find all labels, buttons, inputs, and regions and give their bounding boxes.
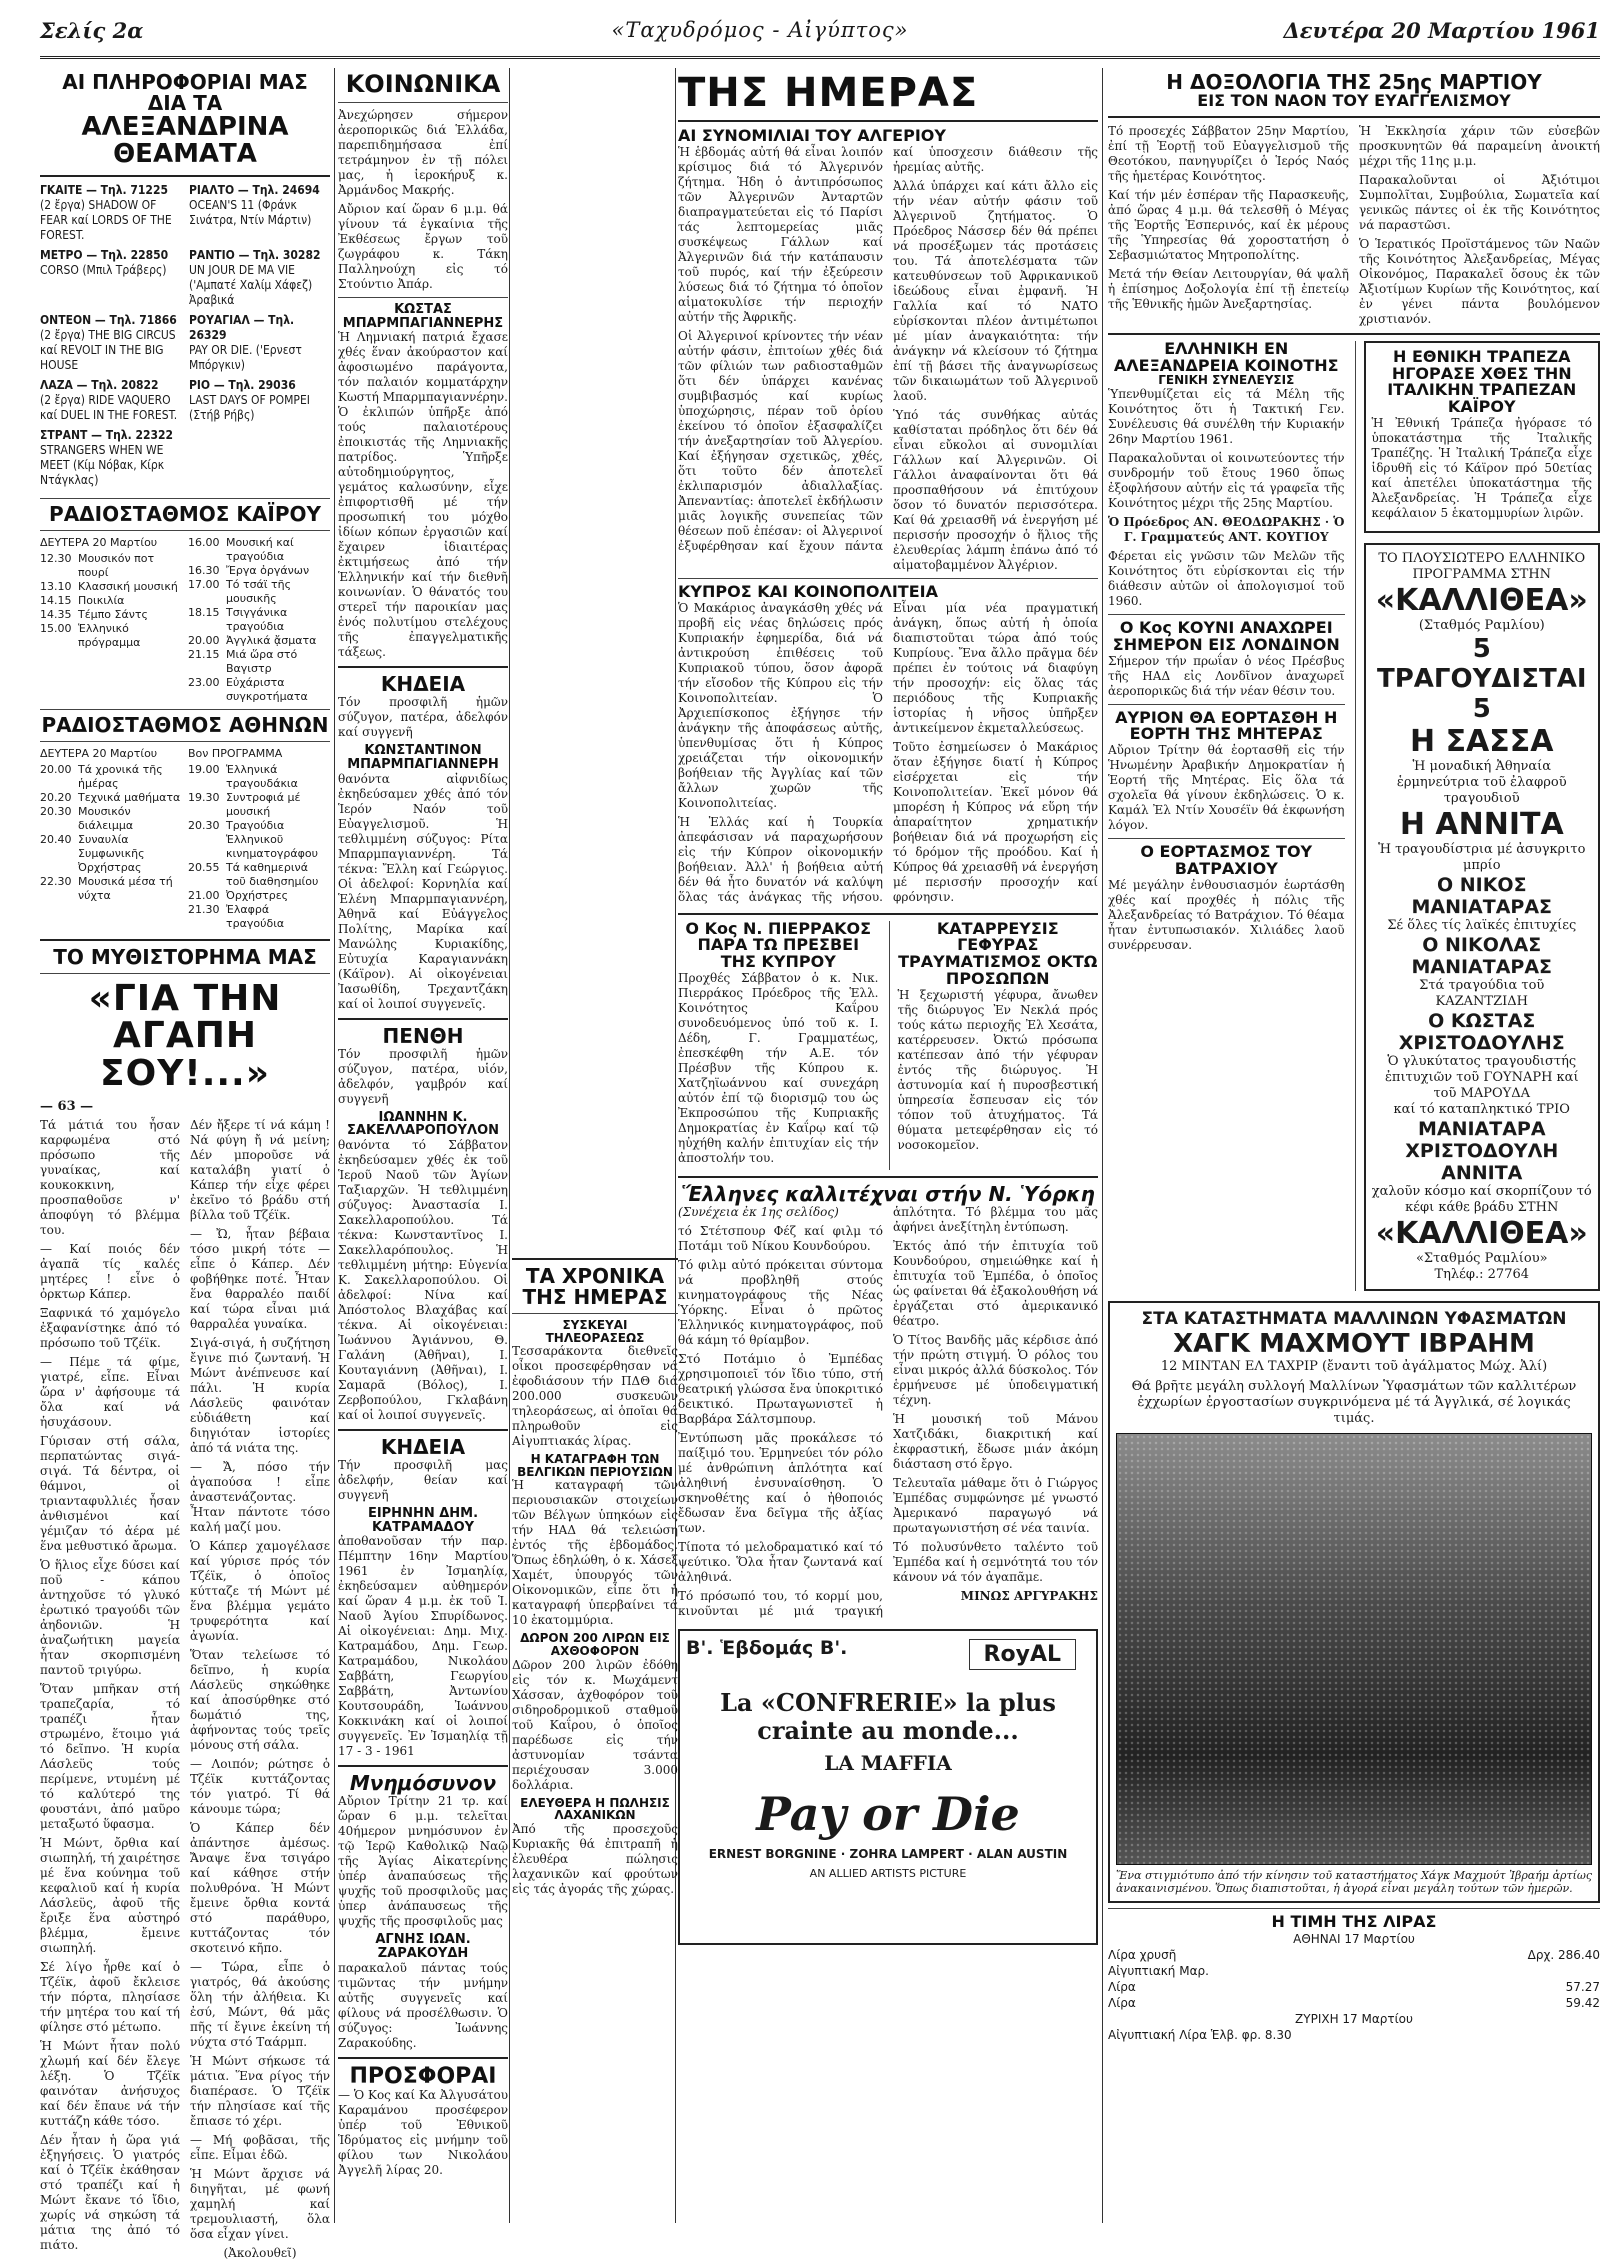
film-tagline: La «CONFRERIE» la plus crainte au monde... [686, 1689, 1090, 1745]
film-studio: AN ALLIED ARTISTS PICTURE [686, 1867, 1090, 1880]
chronicle-sub: ΣΥΣΚΕΥΑΙ ΤΗΛΕΟΡΑΣΕΩΣ [512, 1319, 678, 1344]
funeral-title: ΚΗΔΕΙΑ [338, 674, 508, 695]
article-heading: Ἕλληνες καλλιτέχναι στήν Ν. Ὑόρκη [678, 1184, 1098, 1205]
issue-date: Δευτέρα 20 Μαρτίου 1961 [1190, 18, 1600, 43]
cinema-entry: ΜΕΤΡΟ — Τηλ. 22850 CORSO (Μπιλ Τράβερς) [40, 248, 181, 308]
novel-heading: ΤΟ ΜΥΘΙΣΤΟΡΗΜΑ ΜΑΣ [40, 947, 330, 968]
program-row: 20.20 Τεχνικά μαθήματα [40, 791, 182, 805]
doxology-subtitle: ΕΙΣ ΤΟΝ ΝΑΟΝ ΤΟΥ ΕΥΑΓΓΕΛΙΣΜΟΥ [1108, 93, 1600, 110]
film-logo: Pay or Die [686, 1787, 1090, 1841]
radio-athens-schedule [40, 747, 330, 931]
article-signature: ΜΙΝΩΣ ΑΡΓΥΡΑΚΗΣ [893, 1589, 1098, 1604]
cinema-heading-1: ΑΙ ΠΛΗΡΟΦΟΡΙΑΙ ΜΑΣ ΔΙΑ ΤΑ [40, 72, 330, 114]
novel-part: — 63 — [40, 1099, 330, 1114]
program-row: 21.15 Μιά ὥρα στό Βαγιστρ [188, 648, 330, 676]
program-row: 19.00 Ἑλληνικά τραγουδάκια [188, 763, 330, 791]
article-heading: ΑΙ ΣΥΝΟΜΙΛΙΑΙ ΤΟΥ ΑΛΓΕΡΙΟΥ [678, 128, 1098, 145]
obituary-name: ΚΩΣΤΑΣ ΜΠΑΡΜΠΑΓΙΑΝΝΕΡΗΣ [338, 303, 508, 330]
column-entertainment [40, 72, 330, 2222]
radio-cairo-title: ΡΑΔΙΟΣΤΑΘΜΟΣ ΚΑΪΡΟΥ [40, 504, 330, 525]
program-row: 13.10 Κλασσική μουσική [40, 580, 182, 594]
program-row: 14.15 Ποικιλία [40, 594, 182, 608]
festival-title: Ο ΕΟΡΤΑΣΜΟΣ ΤΟΥ ΒΑΤΡΑΧΙΟΥ [1108, 844, 1345, 878]
masthead [40, 14, 1600, 54]
ibrahim-store-ad: ΣΤΑ ΚΑΤΑΣΤΗΜΑΤΑ ΜΑΛΛΙΝΩΝ ΥΦΑΣΜΑΤΩΝ ΧΑΓΚ ΜΑΧΜΟΥΤ ΙΒΡΑΗΜ 12 ΜΙΝΤΑΝ ΕΛ ΤΑΧΡΙΡ (ἔναντι τοῦ ἀγάλματος Μώχ. Ἀλί) Θά βρῆτε μεγάλη συλλογή Μαλλίνων Ὑφασμάτων τῶν καλλιτέρων ἐχχωρίων ἐργοστασίων συγκρινόμενα μέ τά Ἀγγλικά, σέ λογικάς τιμάς. Ἕνα στιγμιότυπο ἀπό τήν κίνησιν τοῦ καταστήματος Χάγκ Μαχμούτ Ἰβραήμ ἀρτίως ἀνακαινισμένου. Ὅπως διαπιστοῦται, ἡ ἀγορά εἶναι μεγάλη τούτων τῶν ἡμερῶν. [1108, 1301, 1600, 1903]
chronicle-sub: ΔΩΡΟΝ 200 ΛΙΡΩΝ ΕΙΣ ΑΧΘΟΦΟΡΟΝ [512, 1632, 678, 1657]
program-row: 18.15 Τσιγγάνικα τραγούδια [188, 606, 330, 634]
lira-title: Η ΤΙΜΗ ΤΗΣ ΛΙΡΑΣ [1108, 1914, 1600, 1931]
cinema-entry: ΣΤΡΑΝΤ — Τηλ. 22322 STRANGERS WHEN WE MEET (Κίμ Νόβακ, Κίρκ Ντάγκλας) [40, 428, 181, 488]
chronicle-sub: Η ΚΑΤΑΓΡΑΦΗ ΤΩΝ ΒΕΛΓΙΚΩΝ ΠΕΡΙΟΥΣΙΩΝ [512, 1453, 678, 1478]
royal-cinema-ad [678, 1629, 1098, 1945]
mourning-title: ΠΕΝΘΗ [338, 1026, 508, 1047]
program-row: 21.00 Ὀρχήστρες [188, 889, 330, 903]
film-title: LA MAFFIA [686, 1749, 1090, 1777]
radio-sub: Βον ΠΡΟΓΡΑΜΜΑ [188, 747, 330, 761]
program-row: 21.30 Ἐλαφρά τραγούδια [188, 903, 330, 931]
column-chronicle: ΤΑ ΧΡΟΝΙΚΑ ΤΗΣ ΗΜΕΡΑΣ ΣΥΣΚΕΥΑΙ ΤΗΛΕΟΡΑΣΕΩΣ Τεσσαράκοντα διεθνεῖς οἶκοι προσεφέρθησαν νά ἐφοδιάσουν τήν ΠΔΘ διά 200.000 συσκευῶν τηλεοράσεως, αἱ ὁποῖαι θά πληρωθοῦν εἰς Αἰγυπτιακάς λίρας. Η ΚΑΤΑΓΡΑΦΗ ΤΩΝ ΒΕΛΓΙΚΩΝ ΠΕΡΙΟΥΣΙΩΝ Ἡ καταγραφή τῶν περιουσιακῶν στοιχείων τῶν Βέλγων ὑπηκόων εἰς τήν ΗΑΔ θά τελειώση ἐντός τῆς ἑβδομάδος. Ὅπως ἐδηλώθη, ὁ κ. Χάσεξ Χαμέτ, ὑπουργός τῶν Οἰκονομικῶν, εἶπε ὅτι ἡ καταγραφή ὑπερβαίνει τά 10 ἑκατομμύρια. ΔΩΡΟΝ 200 ΛΙΡΩΝ ΕΙΣ ΑΧΘΟΦΟΡΟΝ Δῶρον 200 λιρῶν ἐδόθη εἰς τόν κ. Μωχάμεντ Χάσσαν, ἀχθοφόρον τοῦ σιδηροδρομικοῦ σταθμοῦ τοῦ Καΐρου, ὁ ὁποῖος παρέδωσε εἰς τήν ἀστυνομίαν τσάντα περιέχουσαν 3.000 δολλάρια. ΕΛΕΥΘΕΡΑ Η ΠΩΛΗΣΙΣ ΛΑΧΑΝΙΚΩΝ Ἀπό τῆς προσεχοῦς Κυριακῆς θά ἐπιτραπῆ ἡ ἐλευθέρα πώλησις λαχανικῶν καί φρούτων εἰς τάς ἀγοράς τῆς χώρας. [512, 72, 678, 2222]
community-sub: ΓΕΝΙΚΗ ΣΥΝΕΛΕΥΣΙΣ [1108, 374, 1345, 387]
kallithea-ad: ΤΟ ΠΛΟΥΣΙΩΤΕΡΟ ΕΛΛΗΝΙΚΟ ΠΡΟΓΡΑΜΜΑ ΣΤΗΝ «ΚΑΛΛΙΘΕΑ» (Σταθμός Ραμλίου) 5 ΤΡΑΓΟΥΔΙΣΤΑΙ 5 Η ΣΑΣΣΑ Ἡ μοναδική Ἀθηναία ἑρμηνεύτρια τοῦ ἐλαφροῦ τραγουδιοῦ Η ΑΝΝΙΤΑ Ἡ τραγουδίστρια μέ ἀσυγκριτο μπρίο Ο ΝΙΚΟΣ ΜΑΝΙΑΤΑΡΑΣ Σέ ὅλες τίς λαϊκές ἐπιτυχίες Ο ΝΙΚΟΛΑΣ ΜΑΝΙΑΤΑΡΑΣ Στά τραγούδια τοῦ ΚΑΖΑΝΤΖΙΔΗ Ο ΚΩΣΤΑΣ ΧΡΙΣΤΟΔΟΥΛΗΣ Ὁ γλυκύτατος τραγουδιστής ἐπιτυχιῶν τοῦ ΓΟΥΝΑΡΗ καί τοῦ ΜΑΡΟΥΔΑ καί τό καταπληκτικό ΤΡΙΟ ΜΑΝΙΑΤΑΡΑ ΧΡΙΣΤΟΔΟΥΛΗ ΑΝΝΙΤΑ χαλοῦν κόσμο καί σκορπίζουν τό κέφι κάθε βράδυ ΣΤΗΝ «ΚΑΛΛΙΘΕΑ» «Σταθμός Ραμλίου» Τηλέφ.: 27764 [1364, 543, 1600, 1291]
funeral-name-2: ΕΙΡΗΝΗΝ ΔΗΜ. ΚΑΤΡΑΜΑΔΟΥ [338, 1507, 508, 1534]
column-of-the-day [678, 72, 1098, 2222]
chronicle-title: ΤΑ ΧΡΟΝΙΚΑ ΤΗΣ ΗΜΕΡΑΣ [512, 1266, 678, 1308]
cinema-entry: ΡΑΝΤΙΟ — Τηλ. 30282 UN JOUR DE MA VIE ('Αμπατέ Χαλίμ Χάφεζ) Ἀραβικά [189, 248, 330, 308]
memorial-name: ΑΓΝΗΣ ΙΩΑΝ. ΖΑΡΑΚΟΥΔΗ [338, 1933, 508, 1960]
column-divider [1102, 68, 1103, 2223]
radio-cairo-schedule [40, 536, 330, 704]
program-row: 22.30 Μουσικά μέσα τή νύχτα [40, 875, 182, 903]
novel-continued: (Ἀκολουθεῖ) [190, 2246, 330, 2261]
memorial-title: Μνημόσυνον [338, 1773, 508, 1794]
mothers-day-title: ΑΥΡΙΟΝ ΘΑ ΕΟΡΤΑΣΘΗ Η ΕΟΡΤΗ ΤΗΣ ΜΗΤΕΡΑΣ [1108, 710, 1345, 744]
funeral-title-2: ΚΗΔΕΙΑ [338, 1437, 508, 1458]
radio-athens-title: ΡΑΔΙΟΣΤΑΘΜΟΣ ΑΘΗΝΩΝ [40, 715, 330, 736]
rate-row: Λίρα χρυσῆ Δρχ. 286.40 [1108, 1947, 1600, 1963]
program-row: 12.30 Μουσικόν ποτ πουρί [40, 552, 182, 580]
cinema-entry: ΓΚΑΙΤΕ — Τηλ. 71225 (2 ἔργα) SHADOW OF FEAR καί LORDS OF THE FOREST. [40, 183, 181, 243]
rate-row: Λίρα 57.27 [1108, 1979, 1600, 1995]
cinema-entry: ΟΝΤΕΟΝ — Τηλ. 71866 (2 ἔργα) THE BIG CIRCUS καί REVOLT IN THE BIG HOUSE [40, 313, 181, 373]
pierrakos-article: Ο Κος Ν. ΠΙΕΡΡΑΚΟΣ ΠΑΡΑ ΤΩ ΠΡΕΣΒΕΙ ΤΗΣ ΚΥΠΡΟΥ Προχθές Σάββατον ὁ κ. Νικ. Πιερράκος Πρόεδρος τῆς Ἑλλ. Κοινότητος Καΐρου συνοδευόμενος ὑπό τοῦ κ. Ι. Δέδη, Γ. Γραμματέως, ἐπεσκέφθη τήν Α.Ε. τόν Πρέσβυν τῆς Κύπρου κ. Χατζηϊωάννου καί συνεχάρη αὐτόν ἐπί τῷ διορισμῷ του ὡς Ἐκπροσώπου τῆς Κυπριακῆς Δημοκρατίας ἐν Καΐρῳ καί τῷ ηὐχήθη καλήν ἐπιτυχίαν εἰς τήν ἀποστολήν του. [678, 921, 879, 1170]
bridge-article: ΚΑΤΑΡΡΕΥΣΙΣ ΓΕΦΥΡΑΣ ΤΡΑΥΜΑΤΙΣΜΟΣ ΟΚΤΩ ΠΡΟΣΩΠΩΝ Ἡ ξεχωριστή γέφυρα, ἄνωθεν τῆς διώρυγος Ἐν Νεκλά πρός τούς κάτω περιοχῆς Ἐλ Χεσάτα, κατέρρευσεν. Ὀκτώ πρόσωπα κατέπεσαν ἀπό τήν γέφυραν ἐντός τῆς διώρυγος. Ἡ ἀστυνομία καί ἡ πυροσβεστική ὑπηρεσία ἔσπευσαν εἰς τόν τόπον τοῦ ἀτυχήματος. Τά θύματα μετεφέρθησαν εἰς τό νοσοκομεῖον. [889, 921, 1099, 1170]
column-social: ΚΟΙΝΩΝΙΚΑ Ἀνεχώρησεν σήμερον ἀεροπορικῶς διά Ἑλλάδα, παρεπιδημήσασα ἐπί τετράμηνον ἐν τῇ πόλει μας, ἡ ἱεροκήρυξ κ. Ἀρμάνδος Μακρής. Αὔριον καί ὥραν 6 μ.μ. θά γίνουν τά ἐγκαίνια τῆς Ἐκθέσεως ἔργων τοῦ ζωγράφου κ. Τάκη Παλληνούχη εἰς τό Στούντιο Ἀπάρ. ΚΩΣΤΑΣ ΜΠΑΡΜΠΑΓΙΑΝΝΕΡΗΣ Ἡ Λημνιακή πατριά ἔχασε χθές ἕναν ἀκούραστον καί ἀφοσιωμένο παράγοντα, τόν παλαιόν κομματάρχην Κωστή Μπαρμπαγιαννέρην. Ὁ ἐκλιπών ὑπῆρξε ἀπό τούς παλαιοτέρους ἐποικιστάς τῆς Λημνιακῆς πατρίδος. Ὑπῆρξε αὐτοδημιούργητος, γεμάτος καλωσύνην, εἶχε ἐπιφορτισθῆ μέ τήν προσωπική του μόχθο ἰδίων κόπων ἐργασιῶν καί ἔχαιρεν ἰδιαιτέρας ἐκτιμήσεως ἀπό τήν Ἑλληνικήν καί τήν διεθνῆ κοινωνίαν. Ὁ θάνατός του στερεῖ τήν παροικίαν μας ἑνός πολυτίμου στελέχους τῆς ἐπαγγελματικῆς τάξεως. ΚΗΔΕΙΑ Τόν προσφιλῆ ἡμῶν σύζυγον, πατέρα, ἀδελφόν καί συγγενῆ ΚΩΝΣΤΑΝΤΙΝΟΝ ΜΠΑΡΜΠΑΓΙΑΝΝΕΡΗ θανόντα αἰφνιδίως ἐκηδεύσαμεν χθές ἀπό τόν Ἱερόν Ναόν τοῦ Εὐαγγελισμοῦ. Ἡ τεθλιμμένη σύζυγος: Ρίτα Μπαρμπαγιαννέρη. Τά τέκνα: Ἔλλη καί Γεώργιος. Οἱ ἀδελφοί: Κορνηλία καί Ἑλένη Μπαρμπαγιαννέρη, Ἀθηνᾶ καί Εὐάγγελος Πολίτης, Μαρίκα καί Μανώλης Κυριακίδης, Εὐτυχία Καραγιαννάκη (Κάϊρον). Αἱ οἰκογένειαι Ἰασωθίδη, Τρεχαντζάκη καί οἱ λοιποί συγγενεῖς. ΠΕΝΘΗ Τόν προσφιλῆ ἡμῶν σύζυγον, πατέρα, υἱόν, ἀδελφόν, γαμβρόν καί συγγενῆ ΙΩΑΝΝΗΝ Κ. ΣΑΚΕΛΛΑΡΟΠΟΥΛΟΝ θανόντα τό Σάββατον ἐκηδεύσαμεν χθές ἐκ τοῦ Ἱεροῦ Ναοῦ τῶν Ἁγίων Ταξιαρχῶν. Ἡ τεθλιμμένη σύζυγος: Ἀναστασία Ι. Σακελλαροπούλου. Τά τέκνα: Κωνσταντῖνος Ι. Σακελλαρόπουλος. Ἡ τεθλιμμένη μήτηρ: Εὐγενία Κ. Σακελλαροπούλου. Οἱ ἀδελφοί: Νίνα καί Ἀπόστολος Βλαχάβας καί τέκνα. Αἱ οἰκογένειαι: Ἰωάννου Ἁγιάννου, Θ. Γαλάνη (Ἀθῆναι), Ι. Κουταγιάννη (Ἀθῆναι), Ι. Σαμαρᾶ (Βόλος), Ι. Ζερβοπούλου, Γκλαβάνη καί οἱ λοιποί συγγενεῖς. ΚΗΔΕΙΑ Τήν προσφιλῆ μας ἀδελφήν, θείαν καί συγγενῆ ΕΙΡΗΝΗΝ ΔΗΜ. ΚΑΤΡΑΜΑΔΟΥ ἀποθανοῦσαν τήν παρ. Πέμπτην 16ην Μαρτίου 1961 ἐν Ἰσμαηλίᾳ, ἐκηδεύσαμεν αὐθημερόν καί ὥραν 4 μ.μ. ἐκ τοῦ Ἱ. Ναοῦ Ἁγίου Σπυρίδωνος. Αἱ οἰκογένειαι: Δημ. Μιχ. Κατραμάδου, Δημ. Γεωρ. Κατραμάδου, Νικολάου Σαββάτη, Γεωργίου Σαββάτη, Ἀντωνίου Κουτσουράδη, Ἰωάννου Κοκκινάκη καί οἱ λοιποί συγγενεῖς. Ἐν Ἰσμαηλίᾳ τῇ 17 - 3 - 1961 Μνημόσυνον Αὔριον Τρίτην 21 τρ. καί ὥραν 6 μ.μ. τελεῖται 40ήμερον μνημόσυνον ἐν τῷ Ἱερῷ Καθολικῷ Ναῷ τῆς Ἁγίας Αἰκατερίνης ὑπέρ ἀναπαύσεως τῆς ψυχῆς τοῦ προσφιλοῦς μας ὑπερ ἀνάπαυσεως τῆς ψυχῆς τῆς προσφιλοῦς μας ΑΓΝΗΣ ΙΩΑΝ. ΖΑΡΑΚΟΥΔΗ παρακαλοῦ πάντας τούς τιμῶντας τήν μνήμην αὐτῆς συγγενεῖς καί φίλους νά προσέλθωσιν. Ὁ σύζυγος: Ἰωάννης Ζαρακούδης. ΠΡΟΣΦΟΡΑΙ — Ὁ Κος καί Κα Ἀλγυσάτου Καραμάνου προσέφερον ὑπέρ τοῦ Ἐθνικοῦ Ἱδρύματος εἰς μνήμην τοῦ φίλου των Νικολάου Ἀγγελῆ λίρας 20. [338, 72, 508, 2222]
algeria-article: Ἡ ἑβδομάς αὐτή θά εἶναι λοιπόν κρίσιμος διά τό Ἀλγερινόν ζήτημα. Ἡδη ὁ ἀντιπρόσωπος τῶν Ἀλγερινῶν Ἀνταρτῶν διαπραγματεύεται εἰς τό Παρίσι τάς λεπτομερείας μιᾶς συσκέψεως Γάλλων καί Ἀλγερινῶν διά τήν κατάπαυσιν τοῦ πυρός, καί τήν ἐξεύρεσιν λύσεως διά τό ζήτημα τό ὁποῖον αἱματοκυλίσε τήν περιοχήν αὐτήν τῆς Ἀφρικῆς. Οἱ Ἀλγερινοί κρίνοντες τήν νέαν αὐτήν φάσιν, ἐπιτοίων χθές διά τῶν φίλιών των ραδιοσταθμῶν ὅτι δέν ὑπάρχει κανένας συμβιβασμός καί κυρίως ὑποχώρησις, πέραν τοῦ ὁρίου ἐκείνου τό ὁποῖον ἐξασφαλίζει τήν ἀνεξαρτησίαν τοῦ Ἀλγερίου. Καί ἐξήγησαν σχετικῶς, χθές, ὅτι τοῦτο δέν ἀποτελεῖ ἐκλιπαρισμόν ἀδιαλλαξίας. Ἀπεναντίας: ἀποτελεῖ ἐκδήλωσιν μιᾶς λογικῆς συνεπείας τῶν θέσεων ποῦ ἐπέσαν: οἱ Ἀλγερινοί ἐξυφέρθησαν καί ἔχουν πάντα καί ὑποσχεσιν διάθεσιν τῆς ἡρεμίας αὐτῆς. Ἀλλά ὑπάρχει καί κάτι ἄλλο εἰς τήν νέαν αὐτήν φάσιν τοῦ Ἀλγερινοῦ ζητήματος. Ὁ Πρόεδρος Νάσσερ δέν θά πρέπει νά προσέξωμεν τάς προτάσεις του. Τά ἀποτελέσματα τῶν κατευθύνσεων τοῦ Ἀφρικανικοῦ ἰδεώδους εἶναι ἐμφανῆ. Ἡ Γαλλία καί τό ΝΑΤΟ εὑρίσκονται πλέον ἀντιμέτωποι μέ μίαν ἀναγκαιότητα: τήν ἀνάγκην νά κλείσουν τό ζήτημα ἐπί τῇ βάσει τῆς ἀναγνωρίσεως τῶν δικαιωμάτων τοῦ Ἀλγερινοῦ λαοῦ. Ὑπό τάς συνθήκας αὐτάς καθίσταται πρόδηλος ὅτι δέν θά εἶναι εὔκολοι αἱ συνομιλίαι Γάλλων καί Ἀλγερινῶν. Οἱ Γάλλοι ἀναφαίνονται ὅτι θά προσπαθήσουν νά ἐπιτύχουν ὅσον τό δυνατόν περισσότερα. Καί θά χρειασθῆ νά ἐνεργήση μέ περισσήν προσοχήν ὁ ἥλιος τῆς ἐλευθερίας λάμπη ἐπάνω ἀπό τό αἱματοβαμμένον Ἀλγέριον. [678, 145, 1098, 573]
novel-body: Τά μάτιά του ἦσαν καρφωμένα στό πρόσωπο τῆς γυναίκας, καί κουκοκκινη, προσπαθοῦσε ν' ἀποφύγη τό βλέμμα του. — Καί ποιός δέν ἀγαπᾶ τίς καλές μητέρες ! εἶνε ὁ ὀρκτωρ Κάπερ. Ξαφνικά τό χαμόγελο ἐξαφανίστηκε ἀπό τό πρόσωπο τοῦ Τζέϊκ. — Πέμε τά φίμε, γιατρέ, εἶπε. Εἶναι ὥρα ν' ἀφήσουμε τά ὄλα καί νά ἡσυχάσουν. Γύρισαν στή σάλα, περπατώντας σιγά-σιγά. Τά δέντρα, οἱ θάμνοι, οἱ τριανταφυλλιές ἦσαν ἀνθισμένοι καί γέμιζαν τό ἀέρα μέ ἕνα μεθυστικό ἄρωμα. Ὁ ἥλιος εἶχε δύσει καί ποῦ - κάπου ἀντηχοῦσε τό γλυκό ἐρωτικό τραγούδι τῶν ἀηδονιῶν. Ἡ ἀναζωήτικη μαγεία ἦταν σκορπισμένη παντοῦ τριγύρω. Ὅταν μπῆκαν στή τραπεζαρία, τό τραπέζι ἦταν στρωμένο, ἕτοιμο γιά τό δεῖπνο. Ἡ κυρία Λάσλεϋς τούς περίμενε, ντυμένη μέ τό καλύτερό της φουστάνι, ἀπό μαῦρο μεταξωτό ὕφασμα. Ἡ Μώντ, ὄρθια καί σιωπηλή, τή χαιρέτησε μέ ἕνα κούνημα τοῦ κεφαλιοῦ καί ἡ κυρία Λάσλεϋς, ἀφοῦ τῆς ἔριξε ἕνα αὐστηρό βλέμμα, ἔμεινε σιωπηλή. Σέ λίγο ἦρθε καί ὁ Τζέϊκ, ἀφοῦ ἔκλεισε τήν πόρτα, πλησίασε τήν μητέρα του καί τή φίλησε στό μέτωπο. Ἡ Μώντ ἦταν πολύ χλωμή καί δέν ἔλεγε λέξη. Ὁ Τζέϊκ φαινόταν ἀνήσυχος καί δέν ἔπαυε νά τήν κυττάζη κάθε τόσο. Δέν ἦταν ἡ ὥρα γιά ἐξηγήσεις. Ὁ γιατρός καί ὁ Τζέϊκ ἐκάθησαν στό τραπέζι καί ἡ Μώντ ἔκανε τό ἴδιο, χωρίς νά σηκώση τά μάτια της ἀπό τό πιάτο. Δέν ἤξερε τί νά κάμη ! Νά φύγη ἤ νά μείνη; Δέν μποροῦσε νά καταλάβη γιατί ὁ Κάπερ τήν εἶχε φέρει ἐκεῖνο τό βράδυ στή βίλλα τοῦ Τζέϊκ. — Ὤ, ἦταν βέβαια τόσο μικρή τότε — εἶπε ὁ Κάπερ. Δέν φοβήθηκε ποτέ. Ἦταν ἕνα θαρραλέο παιδί καί τώρα εἶναι μιά θαρραλέα γυναίκα. Σιγά-σιγά, ἡ συζήτηση ἔγινε πιό ζωντανή. Ἡ Μώντ ἀνέπνευσε καί πάλι. Ἡ κυρία Λάσλεϋς φαινόταν εὐδιάθετη καί διηγιόταν ἱστορίες ἀπό τά νιάτα της. — Ἄ, πόσο τήν ἀγαπούσα ! εἶπε ἀναστενάζοντας. Ἦταν πάντοτε τόσο καλή μαζί μου. Ὁ Κάπερ χαμογέλασε καί γύρισε πρός τόν Τζέϊκ, ὁ ὁποῖος κύτταζε τή Μώντ μέ ἕνα βλέμμα γεμάτο τρυφερότητα καί ἀγωνία. Ὅταν τελείωσε τό δεῖπνο, ἡ κυρία Λάσλεϋς σηκώθηκε καί ἀποσύρθηκε στό δωμάτιό της, ἀφήνοντας τούς τρεῖς μόνους στή σάλα. — Λοιπόν; ρώτησε ὁ Τζέϊκ κυττάζοντας τόν γιατρό. Τί θά κάνουμε τώρα; Ὁ Κάπερ δέν ἀπάντησε ἀμέσως. Ἄναψε ἕνα τσιγάρο καί κάθησε στήν πολυθρόνα. Ἡ Μώντ ἔμεινε ὄρθια κοντά στό παράθυρο, κυττάζοντας τόν σκοτεινό κῆπο. — Τώρα, εἶπε ὁ γιατρός, θά ἀκούσης ὅλη τήν ἀλήθεια. Κι ἐσύ, Μώντ, θά μᾶς πῆς τί ἔγινε ἐκείνη τή νύχτα στό Ταάρμπ. Ἡ Μώντ σήκωσε τά μάτια. Ἕνα ρίγος τήν διαπέρασε. Ὁ Τζέϊκ τήν πλησίασε καί τῆς ἔπιασε τό χέρι. — Μή φοβᾶσαι, τῆς εἶπε. Εἶμαι ἐδῶ. Ἡ Μώντ ἄρχισε νά διηγῆται, μέ φωνή χαμηλή καί τρεμουλιαστή, ὅλα ὅσα εἶχαν γίνει. (Ἀκολουθεῖ) [40, 1118, 330, 2261]
artists-article: (Συνέχεια ἐκ 1ης σελίδος) τό Στέτσπουρ Φέζ καί φιλμ τό Ποτάμι τοῦ Νίκου Κουνδούρου. Τό φιλμ αὐτό πρόκειται σύντομα νά προβληθῆ στούς κινηματογράφους τῆς Νέας Ὑόρκης. Εἶναι ὁ πρῶτος Ἑλληνικός κινηματογράφος, ποῦ θά κάμη τό θρίαμβον. Στό Ποτάμιο ὁ Ἐμπέδας χρησιμοποιεῖ τόν ἴδιο τύπο, στή θεατρική γλώσσα ἔνα ὑποκριτικό δεικτικό. Πρωταγωνιστεῖ ἡ Βαρβάρα Σάλτσμπουρ. Ἐντύπωση μᾶς προκάλεσε τό παίξιμό του. Ἑρμηνεύει τόν ρόλο μέ ἀνθρώπινη ἁπλότητα καί ἀληθινή ἐνσυναίσθηση. Ὁ σκηνοθέτης καί ὁ ἠθοποιός ἔδωσαν ἕνα δεῖγμα τῆς ἀξίας των. Τίποτα τό μελοδραματικό καί τό ψεύτικο. Ὅλα ἦταν ζωντανά καί ἀληθινά. Τό πρόσωπό του, τό κορμί μου, κινοῦνται μέ μιά τραγική ἁπλότητα. Τό βλέμμα του μᾶς ἀφήνει ἀνεξίτηλη ἐντύπωση. Ἐκτός ἀπό τήν ἐπιτυχία τοῦ Κουνδούρου, σημειώθηκε καί ἡ ἐπιτυχία τοῦ Ἐμπέδα, ὁ ὁποῖος ὡς φαίνεται θά ἐξακολουθήση νά ἐργάζεται στό ἀμερικανικό θέατρο. Ὁ Τίτος Βανδῆς μᾶς κέρδισε ἀπό τήν πρώτη στιγμή. Ὁ ρόλος του εἶναι μικρός ἀλλά δύσκολος. Τόν ἑρμήνευσε μέ ὑποδειγματική τέχνη. Ἡ μουσική τοῦ Μάνου Χατζιδάκι, διακριτική καί ἐκφραστική, ἔδωσε μιάν ἀκόμη διάσταση στό ἔργο. Τελευταῖα μάθαμε ὅτι ὁ Γιώργος Ἐμπέδας συμφώνησε μέ γνωστό Ἀμερικανό παραγωγό νά πρωταγωνιστήση σέ νέα ταινία. Τό πολυσύνθετο ταλέντο τοῦ Ἐμπέδα καί ἡ σεμνότητά του τόν κάνουν νά τόν ἀγαπᾶμε. ΜΙΝΩΣ ΑΡΓΥΡΑΚΗΣ [678, 1205, 1098, 1619]
cinema-entry: ΡΙΟ — Τηλ. 29036 LAST DAYS OF POMPEI (Στήβ Ρήβς) [189, 378, 330, 423]
column-community [1108, 72, 1600, 2222]
cinema-listings [40, 183, 330, 493]
bank-article: Η ΕΘΝΙΚΗ ΤΡΑΠΕΖΑ ΗΓΟΡΑΣΕ ΧΘΕΣ ΤΗΝ ΙΤΑΛΙΚΗΝ ΤΡΑΠΕΖΑΝ ΚΑΪΡΟΥ Ἡ Ἐθνική Τράπεζα ἠγόρασε τό ὑποκατάστημα τῆς Ἰταλικῆς Τραπέζης. Ἡ Ἰταλική Τράπεζα εἶχε ἱδρυθῆ εἰς τό Κάϊρον πρό 50ετίας καί ἀπετέλει ὑποκατάστημα τῆς Ἀλεξανδρείας. Ἡ Τράπεζα εἶχε κεφάλαιον 5 ἑκατομμυρίων λιρῶν. [1364, 341, 1600, 533]
masthead-rule [40, 56, 1600, 59]
film-cast: ERNEST BORGNINE · ZOHRA LAMPERT · ALAN AUSTIN [686, 1847, 1090, 1861]
departure-title: Ο Κος ΚΟΥΝΙ ΑΝΑΧΩΡΕΙ ΣΗΜΕΡΟΝ ΕΙΣ ΛΟΝΔΙΝΟΝ [1108, 620, 1345, 654]
novel-title: «ΓΙΑ ΤΗΝ ΑΓΑΠΗ ΣΟΥ!...» [40, 980, 330, 1093]
program-row: 20.30 Μουσικόν διάλειμμα [40, 805, 182, 833]
section-title: ΤΗΣ ΗΜΕΡΑΣ [678, 72, 1098, 114]
program-row: 16.30 Ἔργα ὀργάνων [188, 564, 330, 578]
doxology-body: Τό προσεχές Σάββατον 25ην Μαρτίου, ἐπί τῇ Ἑορτῇ τοῦ Εὐαγγελισμοῦ τῆς Θεοτόκου, πανηγυρίζει ὁ Ἱερός Ναός τῆς ἡμετέρας Κοινότητος. Καί τήν μέν ἑσπέραν τῆς Παρασκευῆς, ἀπό ὥρας 4 μ.μ. θά τελεσθῆ ὁ Μέγας τῆς Ἑορτῆς Ἑσπερινός, καί ἐκ μέρους τῆς Ὑπηρεσίας θά χοροστατήση ὁ Σεβασμιώτατος Μητροπολίτης. Μετά τήν Θείαν Λειτουργίαν, θά ψαλῆ ἡ ἐπίσημος Δοξολογία ἐπί τῇ ἐπετείῳ τῆς Ἑθνικῆς ἡμῶν Ἀνεξαρτησίας. Ἡ Ἐκκλησία χάριν τῶν εὐσεβῶν προσκυνητῶν θά παραμείνη ἀνοικτή μέχρι τῆς 11ης μ.μ. Παρακαλοῦνται οἱ Ἀξιότιμοι Συμπολῖται, Συμβούλια, Σωματεῖα καί γενικῶς πάντες οἱ ἐκ τῆς Κοινότητος νά παραστῶσι. Ὁ Ἱερατικός Προϊστάμενος τῶν Ναῶν τῆς Κοινότητος Ἀλεξανδρείας, Μέγας Οἰκονόμος, Παρακαλεῖ ὅσους ἐκ τῶν Ἀξιοτίμων Κυρίων τῆς Κοινότητος, καί ἐν γένει πάντα βουλόμενον χριστιανόν. [1108, 124, 1600, 327]
social-title: ΚΟΙΝΩΝΙΚΑ [338, 72, 508, 97]
community-column: ΕΛΛΗΝΙΚΗ ΕΝ ΑΛΕΞΑΝΔΡΕΙΑ ΚΟΙΝΟΤΗΣ ΓΕΝΙΚΗ ΣΥΝΕΛΕΥΣΙΣ Ὑπενθυμίζεται εἰς τά Μέλη τῆς Κοινότητος ὅτι ἡ Τακτική Γεν. Συνέλευσις θά συνέλθη τήν Κυριακήν 26ην Μαρτίου 1961. Παρακαλοῦνται οἱ κοινωτεύοντες τήν συνδρομήν τοῦ ἔτους 1960 ὅπως ἐξοφλήσουν αὐτήν εἰς τά γραφεῖα τῆς Κοινότητος μέχρι τῆς 25ης Μαρτίου. Ὁ Πρόεδρος ΑΝ. ΘΕΟΔΩΡΑΚΗΣ · Ὁ Γ. Γραμματεύς ΑΝΤ. ΚΟΥΓΙΟΥ Φέρεται εἰς γνῶσιν τῶν Μελῶν τῆς Κοινότητος ὅτι εὑρίσκονται εἰς τήν διάθεσιν αὐτῶν οἱ ἀπολογισμοί τοῦ 1960. Ο Κος ΚΟΥΝΙ ΑΝΑΧΩΡΕΙ ΣΗΜΕΡΟΝ ΕΙΣ ΛΟΝΔΙΝΟΝ Σήμερον τήν πρωΐαν ὁ νέος Πρέσβυς τῆς ΗΑΔ εἰς Λονδῖνον ἀναχωρεῖ ἀεροπορικῶς διά τήν νέαν θέσιν του. ΑΥΡΙΟΝ ΘΑ ΕΟΡΤΑΣΘΗ Η ΕΟΡΤΗ ΤΗΣ ΜΗΤΕΡΑΣ Αὔριον Τρίτην θά ἑορτασθῆ εἰς τήν Ἡνωμένην Ἀραβικήν Δημοκρατίαν ἡ Ἑορτή τῆς Μητέρας. Εἰς ὅλα τά σχολεῖα θά γίνουν ἐκδηλώσεις. Ὁ κ. Καμάλ Ἐλ Ντίν Χουσέϊν θά ἐκφωνήση λόγον. Ο ΕΟΡΤΑΣΜΟΣ ΤΟΥ ΒΑΤΡΑΧΙΟΥ Μέ μεγάλην ἐνθουσιασμόν ἑωρτάσθη χθές καί προχθές ἡ πόλις τῆς Ἀλεξανδρείας τό Βατράχιον. Τό θέαμα ἦταν ἐντυπωσιακόν. Χιλιάδες λαοῦ συνέρρευσαν. [1108, 341, 1345, 1291]
rate-row: Λίρα 59.42 [1108, 1995, 1600, 2011]
program-row: 19.30 Συντροφιά μέ μουσική [188, 791, 330, 819]
community-title: ΕΛΛΗΝΙΚΗ ΕΝ ΑΛΕΞΑΝΔΡΕΙΑ ΚΟΙΝΟΤΗΣ [1108, 341, 1345, 375]
program-row: 20.40 Συναυλία Συμφωνικῆς Ὀρχήστρας [40, 833, 182, 875]
mourning-name: ΙΩΑΝΝΗΝ Κ. ΣΑΚΕΛΛΑΡΟΠΟΥΛΟΝ [338, 1111, 508, 1138]
doxology-title: Η ΔΟΞΟΛΟΓΙΑ ΤΗΣ 25ης ΜΑΡΤΙΟΥ [1108, 72, 1600, 93]
cinema-entry: ΡΟΥΑΓΙΑΛ — Τηλ. 26329 PAY OR DIE. ('Ερνεστ Μπόργκιν) [189, 313, 330, 373]
column-divider [334, 68, 335, 2223]
program-row: 15.00 Ἑλληνικό πρόγραμμα [40, 622, 182, 650]
program-row: 20.00 Τά χρονικά τῆς ἡμέρας [40, 763, 182, 791]
column-divider [509, 68, 510, 2223]
radio-day: ΔΕΥΤΕΡΑ 20 Μαρτίου [40, 747, 182, 761]
cyprus-article: Ὁ Μακάριος ἀναγκάσθη χθές νά προβῆ εἰς νέας δηλώσεις πρός Κυπριακήν ἐφημερίδα, διά νά ἀντικρούση ἐπιθέσεις τοῦ Κυπριακοῦ τύπου, ὅσον ἀφορᾶ τήν εἴσοδον τῆς Κύπρου εἰς τήν Κοινοπολιτείαν. Ὁ Ἀρχιεπίσκοπος ἐξήγησε τήν ἀνάγκην τῆς ἀποφάσεως αὐτῆς, ὑπενθυμίσας ὅτι ἡ Κύπρος χρειάζεται τήν οἰκονομικήν βοήθειαν τῆς Ἀγγλίας καί τῶν ἄλλων χωρῶν τῆς Κοινοπολιτείας. Ἡ Ἑλλάς καί ἡ Τουρκία ἀπεφάσισαν νά παραχωρήσουν εἰς τήν Κύπρον οἰκονομικήν βοήθειαν. Ἀλλ' ἡ βοήθεια αὐτή δέν θά ἦτο δυνατόν νά καλύψη ὅλας τάς ἀνάγκας τῆς νήσου. Εἶναι μία νέα πραγματική ἀνάγκη, ὅπως αὐτή ἡ ὁποία διαπιστοῦται τώρα ἀπό τούς Κυπρίους. Ἔνα ἄλλο πρᾶγμα δέν πρέπει ἐν τούτοις νά διαφύγη τήν προσοχήν: εἰς ὅλας τάς περιόδους τῆς Κυπριακῆς ἱστορίας ἡ νῆσος ὑπῆρξεν ἀντικείμενον ἐκμεταλλεύσεως. Τοῦτο ἐσημείωσεν ὁ Μακάριος ὅταν ἐξήγησε διατί ἡ Κύπρος εἰσέρχεται εἰς τήν Κοινοπολιτείαν. Ἐκεῖ μόνον θά μπορέση ἡ Κύπρος νά εὕρη τήν ἀπαραίτητον χρηματικήν βοήθειαν διά νά προχωρήση εἰς τό δρόμον τῆς προόδου. Καί ἡ Κύπρος θά χρειασθῆ νά ἐνεργήση μέ περισσήν προσοχήν καί φρόνησιν. [678, 601, 1098, 907]
program-row: 16.00 Μουσική καί τραγούδια [188, 536, 330, 564]
program-row: 20.55 Τά καθημερινά τοῦ διαθησημίου [188, 861, 330, 889]
program-row: 20.30 Τραγούδια Ἑλληνικοῦ κινηματογράφου [188, 819, 330, 861]
program-row: 20.00 Ἀγγλικά ᾄσματα [188, 634, 330, 648]
cinema-entry: ΡΙΑΛΤΟ — Τηλ. 24694 OCEAN'S 11 (Φράνκ Σινάτρα, Ντίν Μάρτιν) [189, 183, 330, 243]
radio-day: ΔΕΥΤΕΡΑ 20 Μαρτίου [40, 536, 182, 550]
ad-week: Β'. Ἑβδομάς Β'. [686, 1637, 1090, 1659]
store-photo [1116, 1433, 1592, 1865]
chronicle-sub: ΕΛΕΥΘΕΡΑ Η ΠΩΛΗΣΙΣ ΛΑΧΑΝΙΚΩΝ [512, 1797, 678, 1822]
cinema-heading-2: ΑΛΕΞΑΝΔΡΙΝΑ ΘΕΑΜΑΤΑ [40, 114, 330, 169]
program-row: 14.35 Τέμπο Σάντς [40, 608, 182, 622]
cinema-entry: ΛΑΖΑ — Τηλ. 20822 (2 ἔργα) RIDE VAQUERO καί DUEL IN THE FOREST. [40, 378, 181, 423]
cinema-logo: RoyAL [969, 1639, 1076, 1670]
funeral-name: ΚΩΝΣΤΑΝΤΙΝΟΝ ΜΠΑΡΜΠΑΓΙΑΝΝΕΡΗ [338, 744, 508, 771]
offerings-title: ΠΡΟΣΦΟΡΑΙ [338, 2065, 508, 2088]
rate-row: Αἰγυπτιακή Μαρ. [1108, 1963, 1600, 1979]
newspaper-title: «Ταχυδρόμος - Αἰγύπτος» [510, 18, 1010, 42]
article-heading: ΚΥΠΡΟΣ ΚΑΙ ΚΟΙΝΟΠΟΛΙΤΕΙΑ [678, 584, 1098, 601]
lira-rates: ΑΘΗΝΑΙ 17 Μαρτίου Λίρα χρυσῆ Δρχ. 286.40 Αἰγυπτιακή Μαρ. Λίρα 57.27 Λίρα 59.42 ΖΥΡΙΧΗ 17 Μαρτίου Αἰγυπτιακή Λίρα Ἑλβ. φρ. 8.30 [1108, 1931, 1600, 2043]
page-number: Σελίς 2α [40, 18, 143, 43]
photo-caption: Ἕνα στιγμιότυπο ἀπό τήν κίνησιν τοῦ καταστήματος Χάγκ Μαχμούτ Ἰβραήμ ἀρτίως ἀνακαινισμένου. Ὅπως διαπιστοῦται, ἡ ἀγορά εἶναι μεγάλη τούτων τῶν ἡμερῶν. [1116, 1869, 1592, 1895]
program-row: 17.00 Τό τσάϊ τῆς μουσικῆς [188, 578, 330, 606]
program-row: 23.00 Εὐχάριστα συγκροτήματα [188, 676, 330, 704]
ad-column [1355, 341, 1600, 1291]
